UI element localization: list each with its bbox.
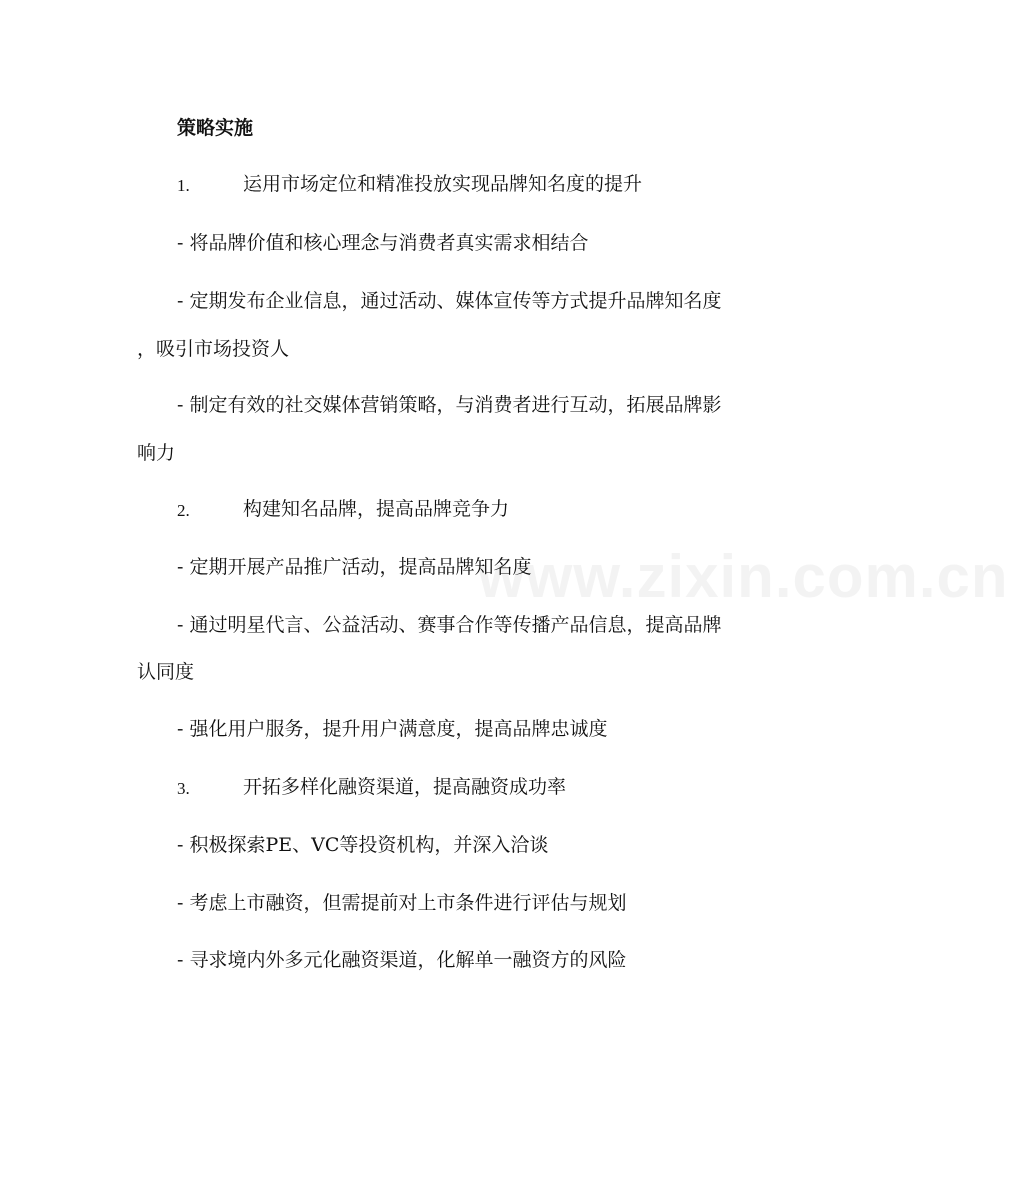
section-1-number: 1.: [177, 176, 190, 195]
section-2-bullet-2-cont: 认同度: [137, 661, 195, 683]
section-3-title: 开拓多样化融资渠道，提高融资成功率: [243, 776, 567, 798]
section-heading: 策略实施: [177, 117, 254, 139]
section-1-bullet-2: - 定期发布企业信息，通过活动、媒体宣传等方式提升品牌知名度: [177, 290, 722, 312]
section-2-bullet-3: - 强化用户服务，提升用户满意度，提高品牌忠诚度: [177, 718, 608, 740]
section-1-bullet-2-cont: ，吸引市场投资人: [137, 338, 290, 360]
section-3-bullet-3: - 寻求境内外多元化融资渠道，化解单一融资方的风险: [177, 949, 627, 971]
watermark: www.zixin.com.cn: [478, 543, 1009, 610]
section-1-bullet-3-cont: 响力: [137, 442, 176, 464]
section-3-bullet-2: - 考虑上市融资，但需提前对上市条件进行评估与规划: [177, 892, 627, 914]
section-2-title: 构建知名品牌，提高品牌竞争力: [243, 498, 510, 520]
section-3-number: 3.: [177, 779, 190, 798]
section-3-bullet-1: - 积极探索PE、VC等投资机构，并深入洽谈: [177, 834, 549, 856]
section-1-bullet-3: - 制定有效的社交媒体营销策略，与消费者进行互动，拓展品牌影: [177, 394, 722, 416]
section-2-bullet-2: - 通过明星代言、公益活动、赛事合作等传播产品信息，提高品牌: [177, 614, 722, 636]
section-2-number: 2.: [177, 501, 190, 520]
section-1-title: 运用市场定位和精准投放实现品牌知名度的提升: [243, 173, 643, 195]
section-2-bullet-1: - 定期开展产品推广活动，提高品牌知名度: [177, 556, 532, 578]
section-1-bullet-1: - 将品牌价值和核心理念与消费者真实需求相结合: [177, 232, 589, 254]
